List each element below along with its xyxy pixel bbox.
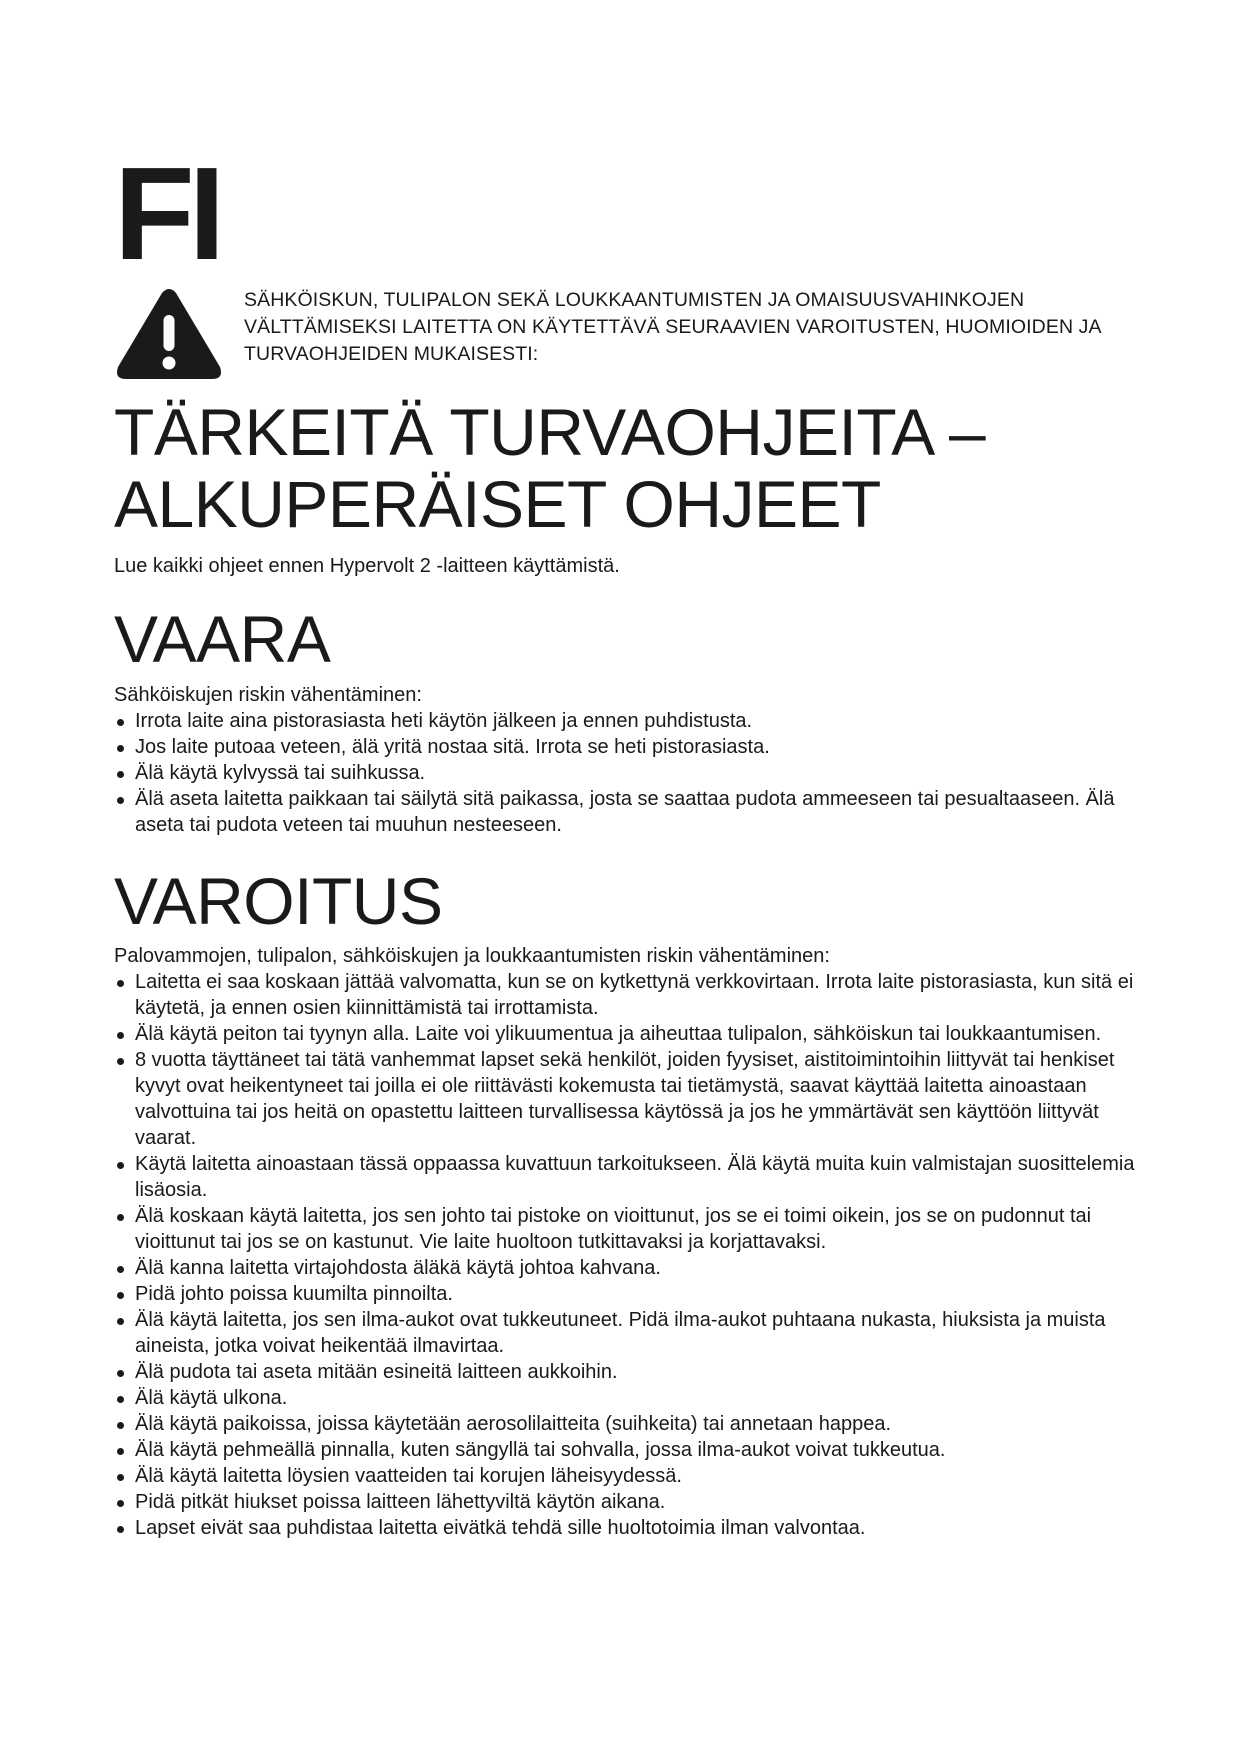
varoitus-heading: VAROITUS	[114, 864, 443, 938]
list-item: Älä pudota tai aseta mitään esineitä laitteen aukkoihin.	[114, 1359, 1144, 1385]
list-item: Irrota laite aina pistorasiasta heti käytön jälkeen ja ennen puhdistusta.	[114, 708, 1144, 734]
list-item: Älä käytä peiton tai tyynyn alla. Laite voi ylikuumentua ja aiheuttaa tulipalon, sähköiskun tai loukkaantumisen.	[114, 1021, 1144, 1047]
language-code: FI	[114, 140, 220, 287]
warning-triangle-icon	[114, 287, 224, 383]
page-title-line-1: TÄRKEITÄ TURVAOHJEITA –	[114, 395, 986, 469]
vaara-lead: Sähköiskujen riskin vähentäminen:	[114, 684, 422, 706]
varoitus-list	[114, 969, 1144, 1541]
warning-text: SÄHKÖISKUN, TULIPALON SEKÄ LOUKKAANTUMISTEN JA OMAISUUSVAHINKOJEN VÄLTTÄMISEKSI LAITETTA ON KÄYTETTÄVÄ SEURAAVIEN VAROITUSTEN, HUOMIOIDEN JA TURVAOHJEIDEN MUKAISESTI:	[244, 289, 1101, 365]
list-item: Pidä pitkät hiukset poissa laitteen lähettyviltä käytön aikana.	[114, 1489, 1144, 1515]
list-item: Älä käytä ulkona.	[114, 1385, 1144, 1411]
list-item: Älä käytä pehmeällä pinnalla, kuten sängyllä tai sohvalla, jossa ilma-aukot voivat tukkeutua.	[114, 1437, 1144, 1463]
list-item: Pidä johto poissa kuumilta pinnoilta.	[114, 1281, 1144, 1307]
list-item: Älä käytä laitetta, jos sen ilma-aukot ovat tukkeutuneet. Pidä ilma-aukot puhtaana nukasta, hiuksista ja muista aineista, jotka voivat heikentää ilmavirtaa.	[114, 1307, 1144, 1359]
intro-text: Lue kaikki ohjeet ennen Hypervolt 2 -laitteen käyttämistä.	[114, 555, 620, 577]
list-item: Älä kanna laitetta virtajohdosta äläkä käytä johtoa kahvana.	[114, 1255, 1144, 1281]
page-title-line-2: ALKUPERÄISET OHJEET	[114, 467, 881, 541]
varoitus-lead: Palovammojen, tulipalon, sähköiskujen ja loukkaantumisten riskin vähentäminen:	[114, 945, 830, 967]
warning-block	[114, 287, 1144, 387]
vaara-list	[114, 708, 1144, 838]
list-item: Älä käytä paikoissa, joissa käytetään aerosolilaitteita (suihkeita) tai annetaan happea.	[114, 1411, 1144, 1437]
vaara-heading: VAARA	[114, 602, 331, 676]
list-item: Älä käytä kylvyssä tai suihkussa.	[114, 760, 1144, 786]
list-item: Käytä laitetta ainoastaan tässä oppaassa kuvattuun tarkoitukseen. Älä käytä muita kuin valmistajan suosittelemia lisäosia.	[114, 1151, 1144, 1203]
list-item: Lapset eivät saa puhdistaa laitetta eivätkä tehdä sille huoltotoimia ilman valvontaa.	[114, 1515, 1144, 1541]
list-item: 8 vuotta täyttäneet tai tätä vanhemmat lapset sekä henkilöt, joiden fyysiset, aistitoimintoihin liittyvät tai henkiset kyvyt ovat heikentyneet tai joilla ei ole riittävästi kokemusta tai tietämystä, saavat käyttää laitetta ainoastaan valvottuina tai jos heitä on opastettu laitteen turvallisessa käytössä ja jos he ymmärtävät sen käyttöön liittyvät vaarat.	[114, 1047, 1144, 1151]
page-title	[114, 396, 985, 540]
list-item: Älä aseta laitetta paikkaan tai säilytä sitä paikassa, josta se saattaa pudota ammeeseen tai pesualtaaseen. Älä aseta tai pudota veteen tai muuhun nesteeseen.	[114, 786, 1144, 838]
list-item: Laitetta ei saa koskaan jättää valvomatta, kun se on kytkettynä verkkovirtaan. Irrota laite pistorasiasta, kun sitä ei käytetä, ja ennen osien kiinnittämistä tai irrottamista.	[114, 969, 1144, 1021]
list-item: Älä koskaan käytä laitetta, jos sen johto tai pistoke on vioittunut, jos se ei toimi oikein, jos se on pudonnut tai vioittunut tai jos se on kastunut. Vie laite huoltoon tutkittavaksi ja korjattavaksi.	[114, 1203, 1144, 1255]
list-item: Älä käytä laitetta löysien vaatteiden tai korujen läheisyydessä.	[114, 1463, 1144, 1489]
list-item: Jos laite putoaa veteen, älä yritä nostaa sitä. Irrota se heti pistorasiasta.	[114, 734, 1144, 760]
